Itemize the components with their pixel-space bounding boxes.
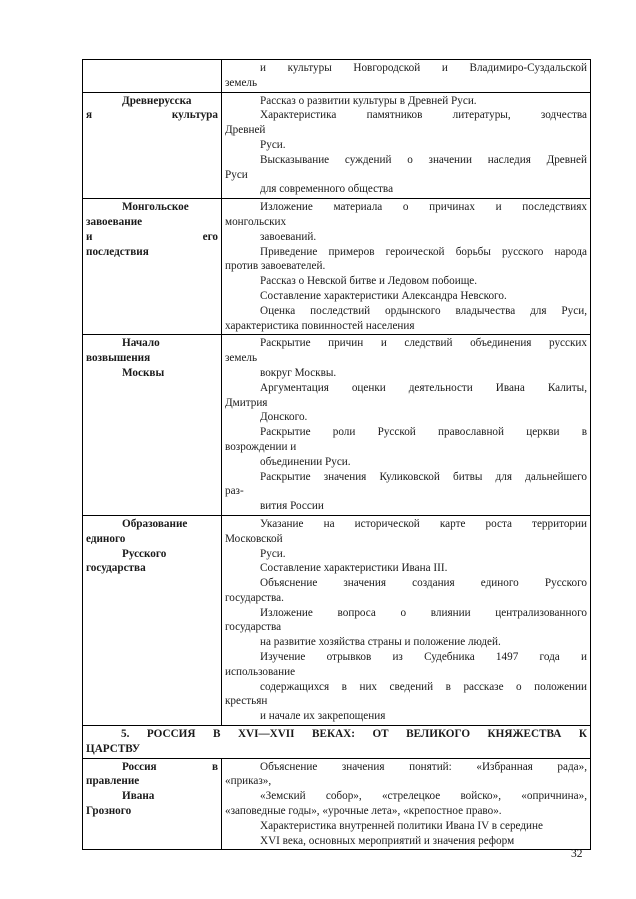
topic-cell (83, 335, 222, 516)
description-line: объединении Руси. (260, 455, 351, 468)
description-line: Руси. (260, 547, 286, 560)
topic-line: государства (86, 562, 146, 575)
description-line: характеристика повинностей населения (225, 319, 415, 332)
topic-line: я культура (86, 109, 218, 122)
table-row (83, 515, 591, 725)
description-line: монгольских (225, 215, 287, 228)
description-line: Руси. (260, 138, 286, 151)
description-line: возрождении и (225, 440, 297, 453)
description-line: «заповедные годы», «урочные лета», «крепостное право». (225, 805, 502, 818)
description-line: «приказ», (225, 775, 272, 788)
topic-line: возвышения (86, 352, 151, 365)
description-line: Объяснение значения создания единого Русского (260, 577, 587, 590)
description-line: «Земский собор», «стрелецкое войско», «опричнина», (260, 790, 587, 803)
topic-line: правление (86, 775, 140, 788)
description-line: Характеристика памятников литературы, зодчества (260, 109, 587, 122)
description-line: земель (225, 352, 258, 365)
description-cell (222, 199, 591, 335)
table-row (83, 335, 591, 516)
description-line: Высказывание суждений о значении наследия Древней (260, 153, 587, 166)
description-line: земель (225, 76, 258, 89)
topic-line: Монгольское (122, 201, 189, 214)
description-line: раз- (225, 485, 244, 498)
topic-cell (83, 60, 222, 93)
description-line: государства (225, 621, 282, 634)
description-line: Изложение вопроса о влиянии централизованного (260, 606, 587, 619)
table-row (83, 758, 591, 850)
table-row (83, 199, 591, 335)
description-line: Донского. (260, 411, 308, 424)
topic-line: Россия в (122, 760, 218, 773)
topic-line: последствия (86, 245, 149, 258)
section-heading (83, 726, 591, 759)
topic-cell (83, 515, 222, 725)
description-line: Составление характеристики Александра Невского. (260, 289, 507, 302)
topic-cell (83, 199, 222, 335)
description-line: Московской (225, 532, 283, 545)
description-cell (222, 758, 591, 850)
description-line: Рассказ о развитии культуры в Древней Руси. (260, 94, 477, 107)
table-body (83, 60, 591, 850)
description-line: Рассказ о Невской битве и Ледовом побоище. (260, 275, 478, 288)
section-heading-line: ЦАРСТВУ (86, 742, 141, 755)
description-line: Раскрытие причин и следствий объединения русских (260, 337, 587, 350)
topic-cell (83, 758, 222, 850)
description-line: Руси (225, 168, 248, 181)
description-cell (222, 60, 591, 93)
description-line: Характеристика внутренней политики Ивана IV в середине (260, 819, 543, 832)
description-line: Объяснение значения понятий: «Избранная рада», (260, 760, 587, 773)
description-line: Раскрытие значения Куликовской битвы для дальнейшего (260, 470, 587, 483)
description-cell (222, 335, 591, 516)
topic-line: Образование (122, 517, 188, 530)
topic-line: Начало (122, 337, 160, 350)
table-row (83, 92, 591, 199)
description-line: на развитие хозяйства страны и положение людей. (260, 636, 501, 649)
topic-line: завоевание (86, 215, 143, 228)
description-line: XVI века, основных мероприятий и значения реформ (260, 834, 515, 847)
description-line: Составление характеристики Ивана III. (260, 562, 448, 575)
description-cell (222, 515, 591, 725)
topic-line: единого (86, 532, 126, 545)
description-line: крестьян (225, 695, 268, 708)
topic-line: Русского (122, 547, 167, 560)
topic-line: и его (86, 230, 218, 243)
topic-cell (83, 92, 222, 199)
description-line: и начале их закрепощения (260, 710, 386, 723)
description-line: вокруг Москвы. (260, 366, 337, 379)
description-line: содержащихся в них сведений в рассказе о положении (260, 680, 587, 693)
description-line: Раскрытие роли Русской православной церкви в (260, 426, 587, 439)
section-heading-line: 5. РОССИЯ В XVI—XVII ВЕКАХ: ОТ ВЕЛИКОГО КНЯЖЕСТВА К (121, 728, 587, 741)
description-line: Изучение отрывков из Судебника 1497 года и (260, 651, 587, 664)
description-line: и культуры Новгородской и Владимиро-Суздальской (260, 62, 587, 74)
topic-line: Москвы (122, 366, 165, 379)
description-line: государства. (225, 591, 284, 604)
description-cell (222, 92, 591, 199)
description-line: Оценка последствий ордынского владычества для Руси, (260, 304, 587, 317)
description-line: использование (225, 665, 296, 678)
description-line: Приведение примеров героической борьбы русского народа (260, 245, 587, 258)
topic-line: Древнерусска (122, 94, 192, 107)
description-line: Аргументация оценки деятельности Ивана Калиты, (260, 381, 587, 394)
description-line: Древней (225, 124, 266, 137)
section-heading-row (83, 726, 591, 759)
description-line: для современного общества (260, 183, 394, 196)
topic-line: Ивана (122, 790, 155, 803)
table-row (83, 60, 591, 93)
description-line: вития России (260, 500, 324, 513)
description-line: Изложение материала о причинах и последствиях (260, 201, 587, 214)
page-number: 32 (571, 848, 583, 860)
content-table (82, 59, 591, 850)
description-line: Дмитрия (225, 396, 268, 409)
description-line: Указание на исторической карте роста территории (260, 517, 587, 530)
description-line: завоеваний. (260, 230, 317, 243)
description-line: против завоевателей. (225, 260, 326, 273)
topic-line: Грозного (86, 805, 132, 818)
